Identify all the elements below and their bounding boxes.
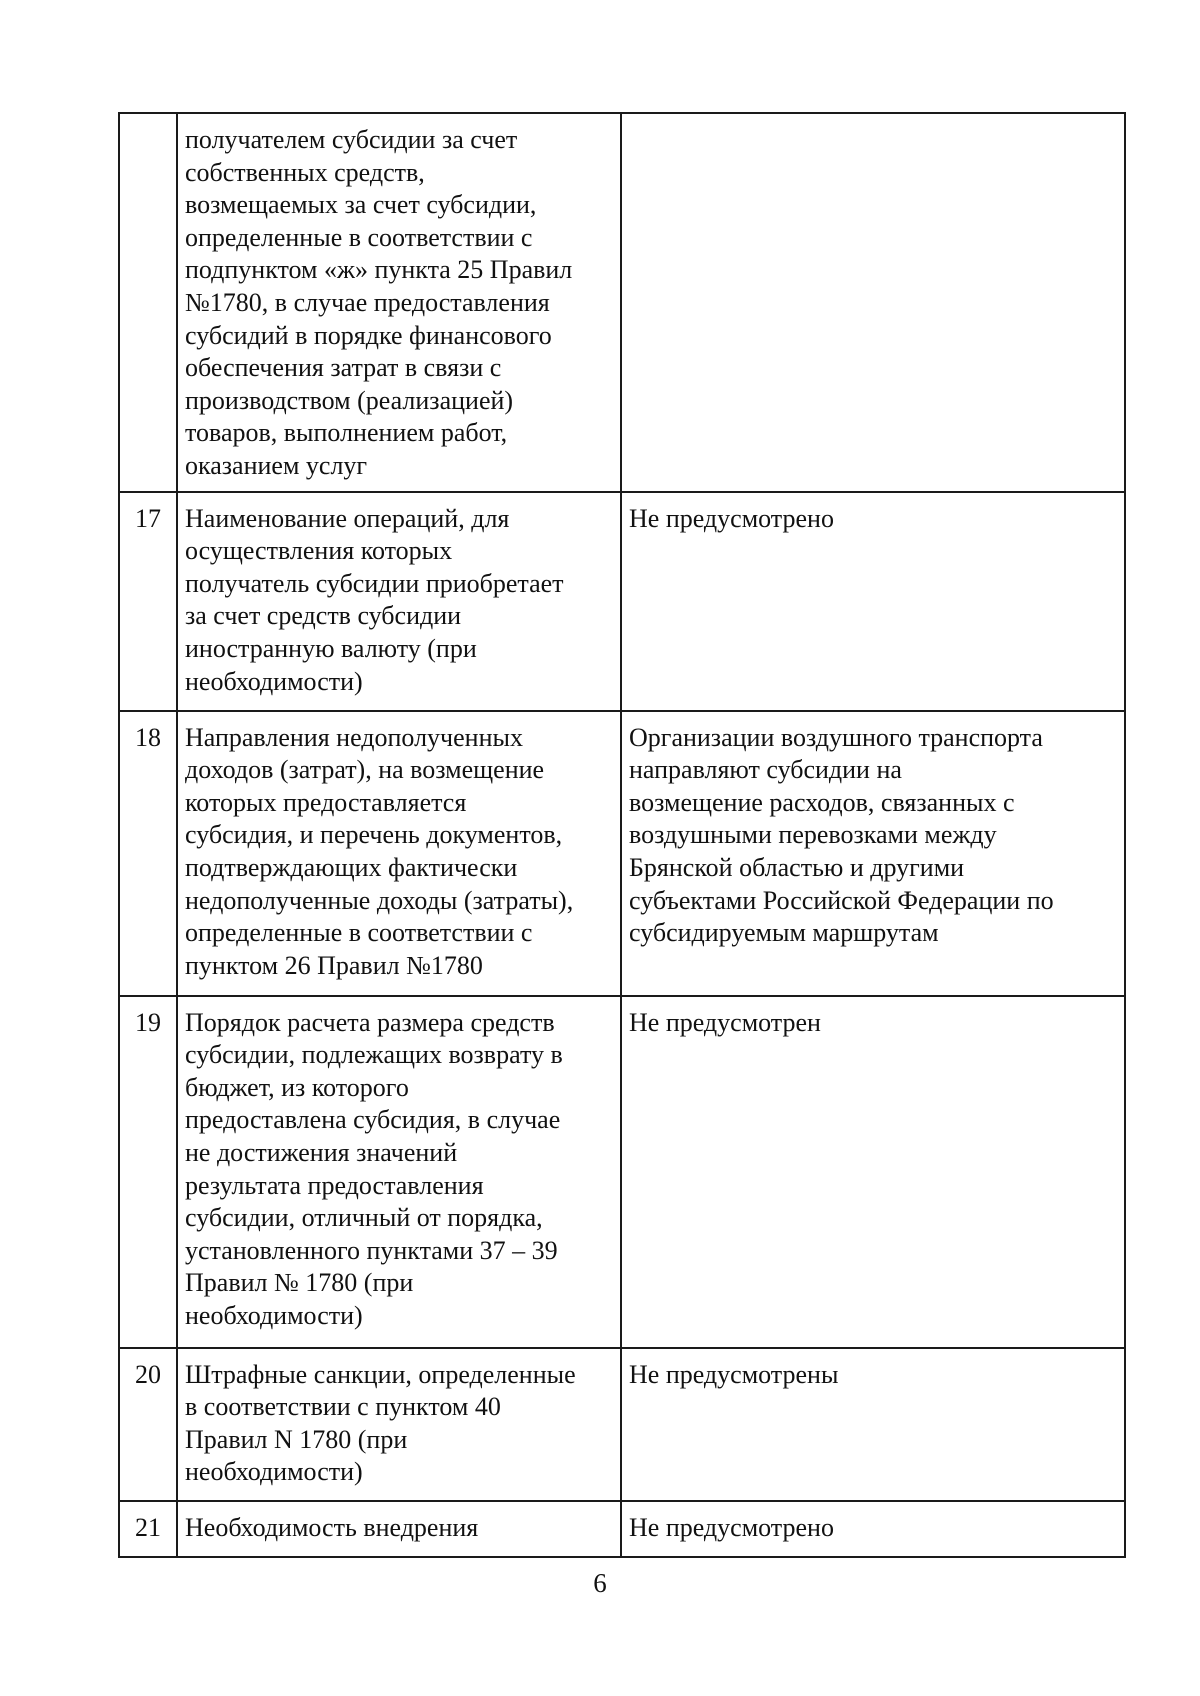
row-value: Не предусмотрено xyxy=(621,1501,1125,1557)
row-description: Штрафные санкции, определенные в соответствии с пунктом 40 Правил N 1780 (при необходимости) xyxy=(177,1348,621,1501)
table-row xyxy=(119,996,1125,1348)
table-row xyxy=(119,492,1125,711)
row-description: Наименование операций, для осуществления которых получатель субсидии приобретает за счет средств субсидии иностранную валюту (при необходимости) xyxy=(177,492,621,711)
row-value: Не предусмотрены xyxy=(621,1348,1125,1501)
row-description: Порядок расчета размера средств субсидии, подлежащих возврату в бюджет, из которого предоставлена субсидия, в случае не достижения значений результата предоставления субсидии, отличный от порядка, установленного пунктами 37 – 39 Правил № 1780 (при необходимости) xyxy=(177,996,621,1348)
row-number: 19 xyxy=(119,996,177,1348)
requirements-table xyxy=(118,112,1126,1558)
row-number: 18 xyxy=(119,711,177,996)
row-number xyxy=(119,113,177,492)
page-number: 6 xyxy=(593,1568,607,1598)
row-value xyxy=(621,113,1125,492)
row-value: Не предусмотрен xyxy=(621,996,1125,1348)
table-row xyxy=(119,1348,1125,1501)
row-description: Необходимость внедрения xyxy=(177,1501,621,1557)
table-row xyxy=(119,113,1125,492)
row-number: 17 xyxy=(119,492,177,711)
row-number: 21 xyxy=(119,1501,177,1557)
table-row xyxy=(119,1501,1125,1557)
row-description: Направления недополученных доходов (затрат), на возмещение которых предоставляется субсидия, и перечень документов, подтверждающих фактически недополученные доходы (затраты), определенные в соответствии с пунктом 26 Правил №1780 xyxy=(177,711,621,996)
row-value: Не предусмотрено xyxy=(621,492,1125,711)
row-description: получателем субсидии за счет собственных средств, возмещаемых за счет субсидии, определенные в соответствии с подпунктом «ж» пункта 25 Правил №1780, в случае предоставления субсидий в порядке финансового обеспечения затрат в связи с производством (реализацией) товаров, выполнением работ, оказанием услуг xyxy=(177,113,621,492)
row-number: 20 xyxy=(119,1348,177,1501)
table-row xyxy=(119,711,1125,996)
row-value: Организации воздушного транспорта направляют субсидии на возмещение расходов, связанных с воздушными перевозками между Брянской областью и другими субъектами Российской Федерации по субсидируемым маршрутам xyxy=(621,711,1125,996)
